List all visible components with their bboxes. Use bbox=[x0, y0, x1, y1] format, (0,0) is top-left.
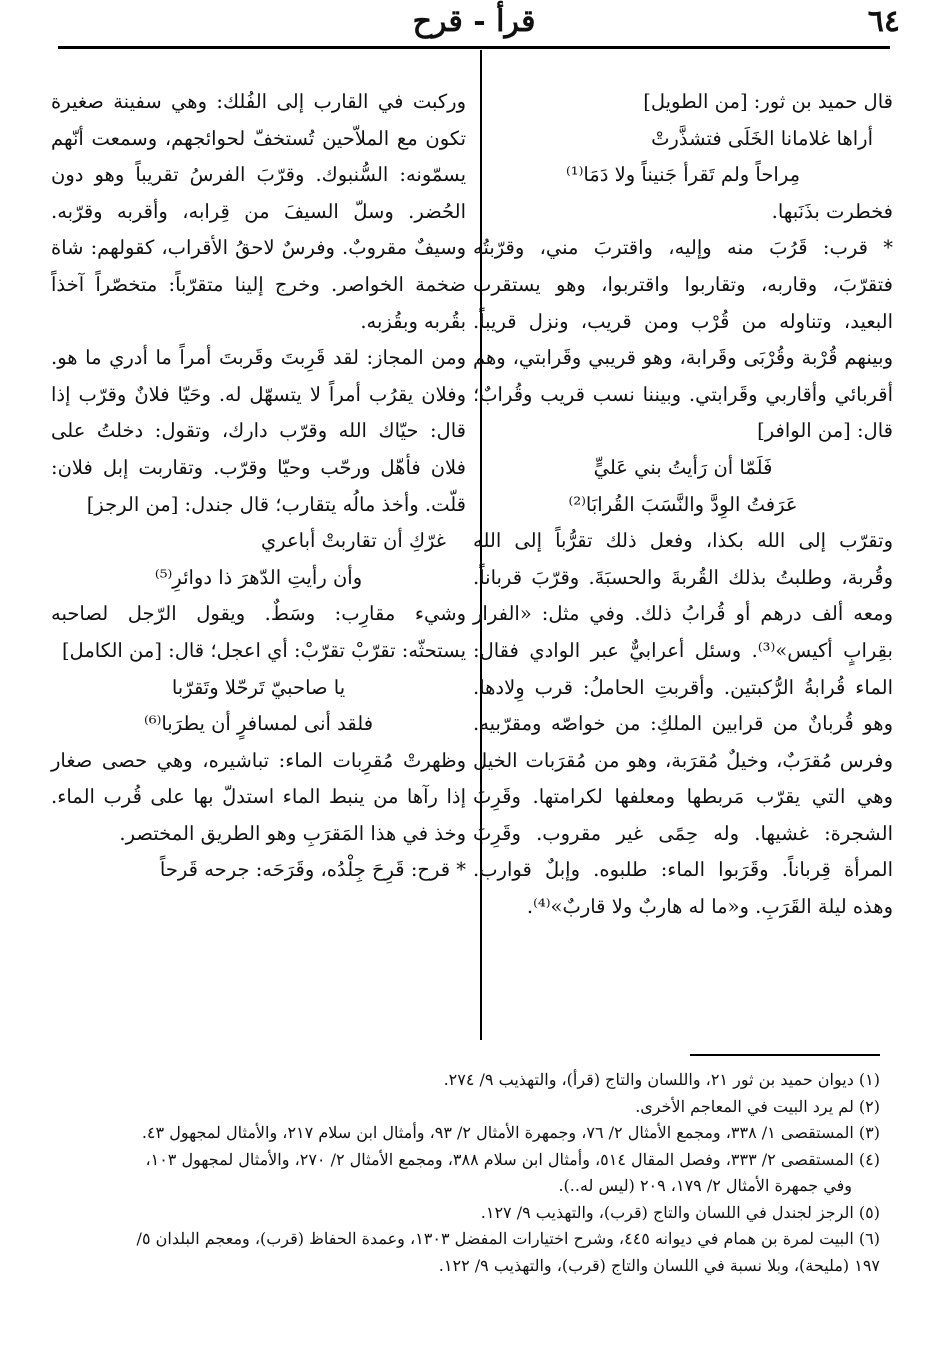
verse-line: مِراحاً ولم تَقرأ جَنيناً ولا دَمَا⁽¹⁾ bbox=[565, 163, 801, 187]
footnote: (٥) الرجز لجندل في اللسان والتاج (قرب)، والتهذيب ٩/ ١٢٧. bbox=[480, 1202, 880, 1222]
verse-line: وأن رأيتِ الدّهرَ ذا دوائرِ⁽⁵⁾ bbox=[154, 565, 363, 589]
footnote-rule bbox=[690, 1054, 880, 1056]
footnote: (١) ديوان حميد بن ثور ٢١، واللسان والتاج (قرأ)، والتهذيب ٩/ ٢٧٤. bbox=[443, 1070, 880, 1089]
paragraph: وركبت في القارب إلى الفُلك: وهي سفينة صغيرة تكون مع الملاّحين تُستخفّ لحوائجهم، وسمعت أنّهم يسمّونه: السُّنبوك. وقرّبَ الفرسُ تقريباً وهو دون الحُضر. وسلّ السيفَ من قِرابه، وأقربه وقرّبه. وسيفٌ مقروبٌ. وفرسٌ لاحقُ الأقراب، كقولهم: شاة ضخمة الخواصر. وخرج إلينا متقرّباً: متخصّراً آخذاً بقُربه وبقُزبه. bbox=[51, 90, 466, 333]
poem-intro: قال حميد بن ثور: [من الطويل] bbox=[643, 90, 893, 113]
entry-qrh: * قرح: قَرِحَ جِلْدُه، وقَرَحَه: جرحه قَرحاً bbox=[159, 858, 466, 882]
right-column bbox=[473, 84, 893, 926]
footnote-continuation: ١٩٧ (مليحة)، وبلا نسبة في اللسان والتاج (قرب)، والتهذيب ٩/ ١٢٢. bbox=[438, 1255, 880, 1275]
footnote: (٢) لم يرد البيت في المعاجم الأخرى. bbox=[635, 1096, 880, 1116]
footnotes bbox=[50, 1068, 880, 1280]
paragraph: وتقرّب إلى الله بكذا، وفعل ذلك تقرُّباً إلى الله وقُربة، وطلبتُ بذلك القُربةَ والحسبَةَ. وقرّبَ قرباناً. ومعه ألف درهم أو قُرابُ ذلك. وفي مثل: «الفرار بقِرابٍ أكيس»⁽³⁾. وسئل أعرابيٌّ عبر الوادي فقال: الماء قُرابةُ الرُّكبتين. وأقربتِ الحاملُ: قرب وِلادها. وهو قُربانٌ من قرابين الملكِ: من خواصّه ومقرّبيه. وفرس مُقرَبٌ، وخيلٌ مُقرَبة، وهو من مُقرَبات الخيل وهي التي يقرّب مَربطها ومعلفها لكرامتها. وقَرِبَ الشجرة: غشيها. وله حِمًى غير مقروب. وقَرِبَ المرأة قِرباناً. وقَرَبوا الماء: طلبوه. وإبلٌ قوارب. وهذه ليلة القَرَبِ. و«ما له هاربٌ ولا قاربٌ»⁽⁴⁾. bbox=[473, 529, 893, 919]
paragraph: ومن المجاز: لقد قَرِبتَ وقَربتَ أمراً ما أدري ما هو. وفلان يقرُب أمراً لا يتسهّل له. وحَيّا فلانٌ وقرّب إذا قال: حيّاك الله وقرّب دارك، وتقول: دخلتُ على فلان فأهّل ورحّب وحيّا وقرّب. وتقاربت إبل فلان: قلّت. وأخذ مالُه يتقارب؛ قال جندل: [من الرجز] bbox=[51, 346, 466, 516]
footnote: (٣) المستقصى ١/ ٣٣٨، ومجمع الأمثال ٢/ ٧٦، وجمهرة الأمثال ٢/ ٩٣، وأمثال ابن سلام ٢١٧، والأمثال لمجهول ٤٣. bbox=[141, 1123, 880, 1142]
page-number: ٦٤ bbox=[867, 4, 900, 39]
verse-line: عَرَفتُ الوِدَّ والنَّسَبَ القُرابَا⁽²⁾ bbox=[568, 492, 798, 516]
verse-line: أراها غلامانا الخَلَى فتشذَّرتْ bbox=[651, 126, 873, 150]
left-column bbox=[51, 84, 466, 889]
paragraph: وظهرتْ مُقرِبات الماء: تباشيره، وهي حصى صغار إذا رآها من ينبط الماء استدلّ بها على قُرب الماء. وخذ في هذا المَقرَبِ وهو الطريق المختصر. bbox=[51, 748, 466, 845]
page-header bbox=[48, 4, 900, 48]
footnote-continuation: وفي جمهرة الأمثال ٢/ ١٧٩، ٢٠٩ (ليس له..). bbox=[558, 1176, 852, 1195]
paragraph: وشيء مقارِب: وسَطٌ. ويقول الرّجل لصاحبه يستحثّه: تقرّبْ تقرّبْ: أي اعجل؛ قال: [من الكامل] bbox=[51, 602, 466, 662]
header-rule bbox=[58, 46, 890, 49]
paragraph: فخطرت بذَنَبها. bbox=[771, 199, 893, 223]
footnote: (٦) البيت لمرة بن همام في ديوانه ٤٤٥، وشرح اختيارات المفضل ١٣٠٣، وعمدة الحفاظ (قرب)، ومعجم البلدان ٥/ bbox=[136, 1229, 880, 1248]
running-title: قرأ - قرح bbox=[412, 4, 536, 39]
verse-line: غرّكِ أن تقاربتْ أباعري bbox=[260, 529, 446, 553]
verse-line: فَلَمّا أن رَأيتُ بني عَليٍّ bbox=[593, 455, 773, 479]
footnote: (٤) المستقصى ٢/ ٣٣٣، وفصل المقال ٥١٤، وأمثال ابن سلام ٣٨٨، ومجمع الأمثال ٢/ ٢٧٠، والأمثال لمجهول ١٠٣، bbox=[145, 1149, 880, 1169]
entry-qrb: * قرب: قَرُبَ منه وإليه، واقتربَ مني، وقرّبتُه فتقرّبَ، وقاربه، وتقاربوا واقتربوا، وهو يستقرب البعيد، وتناوله من قُرْب ومن قريب، ونزل قريباً. وبينهم قُرْبة وقُرْبَى وقَرابة، وهو قريبي وقَرابتي، وهم أقربائي وأقاربي وقَرابتي. وبيننا نسب قريب وقُرابٌ؛ قال: [من الوافر] bbox=[473, 236, 893, 443]
verse-line: فلقد أنى لمسافرٍ أن يطرَبا⁽⁶⁾ bbox=[143, 712, 374, 736]
verse-line: يا صاحبيّ تَرحّلا وتَقرّبا bbox=[171, 675, 346, 699]
